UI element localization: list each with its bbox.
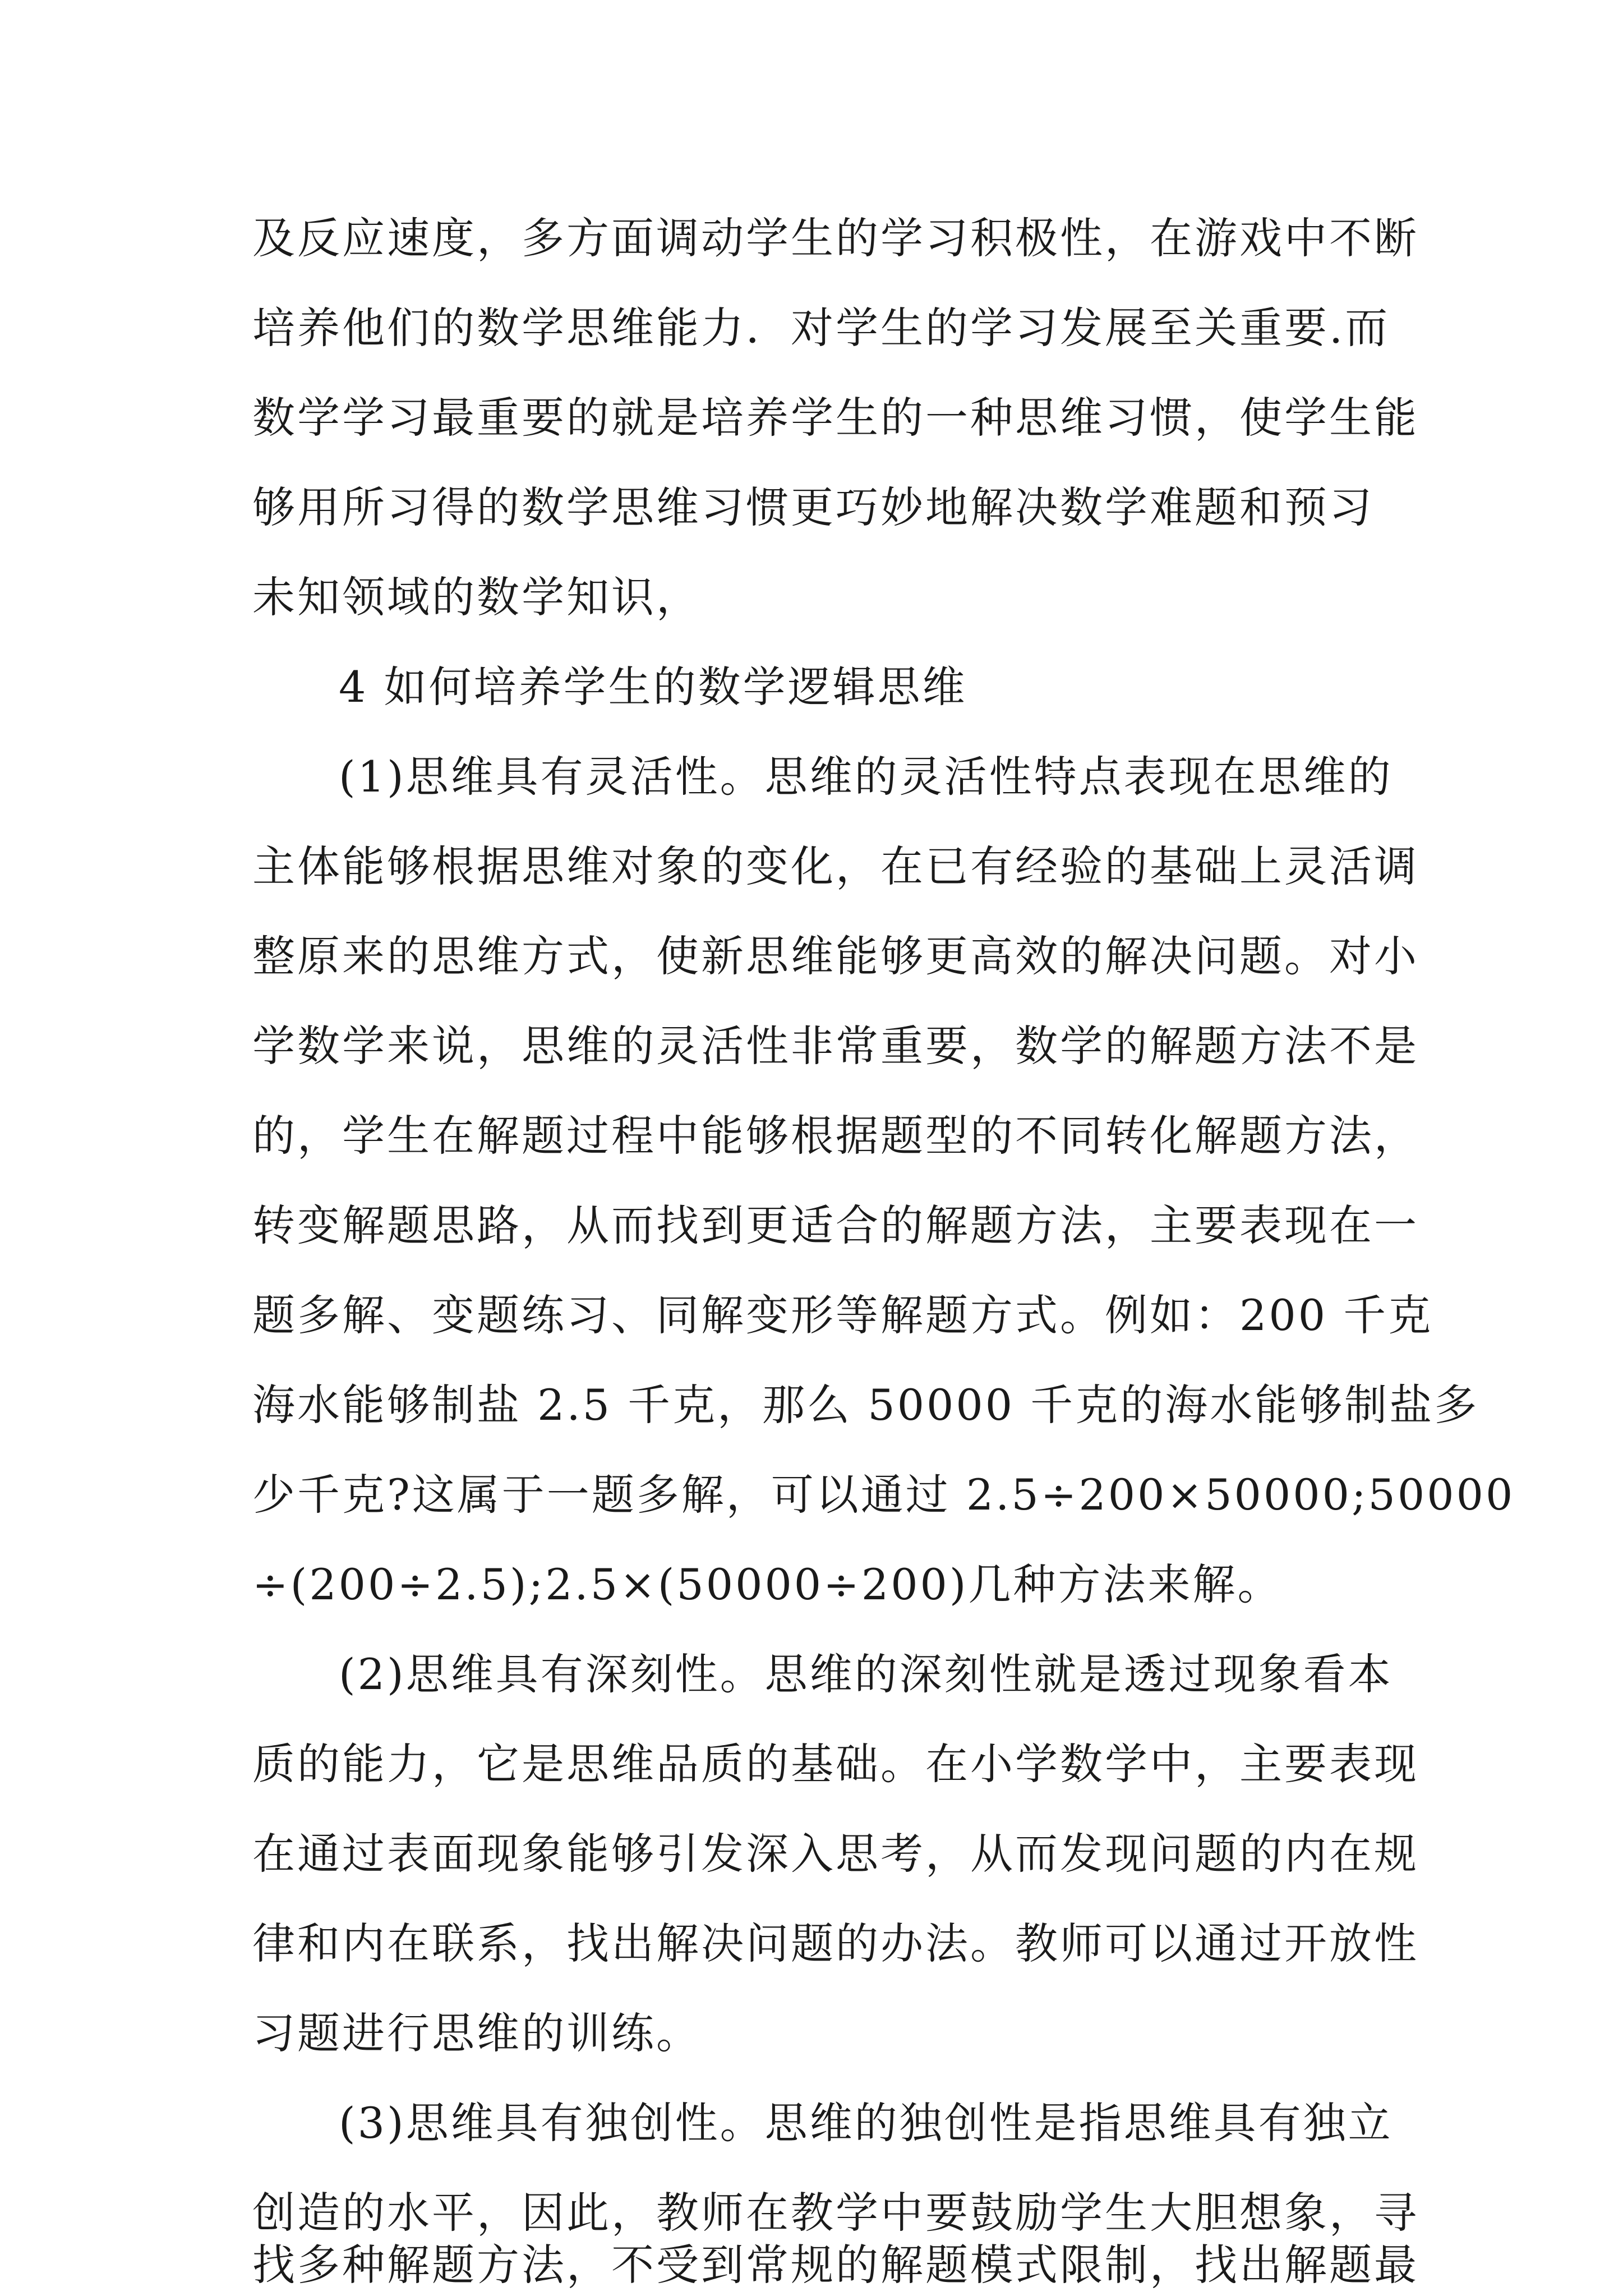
text-line: (1)思维具有灵活性。思维的灵活性特点表现在思维的 xyxy=(339,752,1393,802)
text-line: 主体能够根据思维对象的变化，在已有经验的基础上灵活调 xyxy=(252,841,1419,891)
text-line: 未知领域的数学知识， xyxy=(252,572,701,622)
text-line: 创造的水平，因此，教师在教学中要鼓励学生大胆想象，寻 xyxy=(252,2188,1419,2238)
text-line: 转变解题思路，从而找到更适合的解题方法，主要表现在一 xyxy=(252,1200,1419,1250)
text-line: 数学学习最重要的就是培养学生的一种思维习惯，使学生能 xyxy=(252,393,1419,443)
text-line: ÷(200÷2.5);2.5×(50000÷200)几种方法来解。 xyxy=(252,1559,1283,1609)
text-line: 在通过表面现象能够引发深入思考，从而发现问题的内在规 xyxy=(252,1829,1419,1879)
text-line: 质的能力，它是思维品质的基础。在小学数学中，主要表现 xyxy=(252,1739,1419,1789)
text-line: 及反应速度，多方面调动学生的学习积极性，在游戏中不断 xyxy=(252,213,1419,263)
text-line: 找多种解题方法，不受到常规的解题模式限制，找出解题最 xyxy=(252,2240,1419,2290)
text-line: 习题进行思维的训练。 xyxy=(252,2008,701,2058)
text-line: (2)思维具有深刻性。思维的深刻性就是透过现象看本 xyxy=(339,1649,1393,1699)
section-heading: 4 如何培养学生的数学逻辑思维 xyxy=(339,662,967,712)
text-line: 整原来的思维方式，使新思维能够更高效的解决问题。对小 xyxy=(252,931,1419,981)
text-line: 够用所习得的数学思维习惯更巧妙地解决数学难题和预习 xyxy=(252,482,1374,532)
text-line: 培养他们的数学思维能力．对学生的学习发展至关重要.而 xyxy=(252,303,1390,353)
text-line: 题多解、变题练习、同解变形等解题方式。例如：200 千克 xyxy=(252,1290,1433,1340)
text-line: 律和内在联系，找出解决问题的办法。教师可以通过开放性 xyxy=(252,1918,1419,1968)
text-line: 的，学生在解题过程中能够根据题型的不同转化解题方法， xyxy=(252,1111,1419,1161)
text-line: (3)思维具有独创性。思维的独创性是指思维具有独立 xyxy=(339,2098,1393,2148)
text-line: 少千克?这属于一题多解，可以通过 2.5÷200×50000;50000 xyxy=(252,1470,1515,1520)
text-line: 学数学来说，思维的灵活性非常重要，数学的解题方法不是 xyxy=(252,1021,1419,1071)
text-line: 海水能够制盐 2.5 千克，那么 50000 千克的海水能够制盐多 xyxy=(252,1380,1479,1430)
